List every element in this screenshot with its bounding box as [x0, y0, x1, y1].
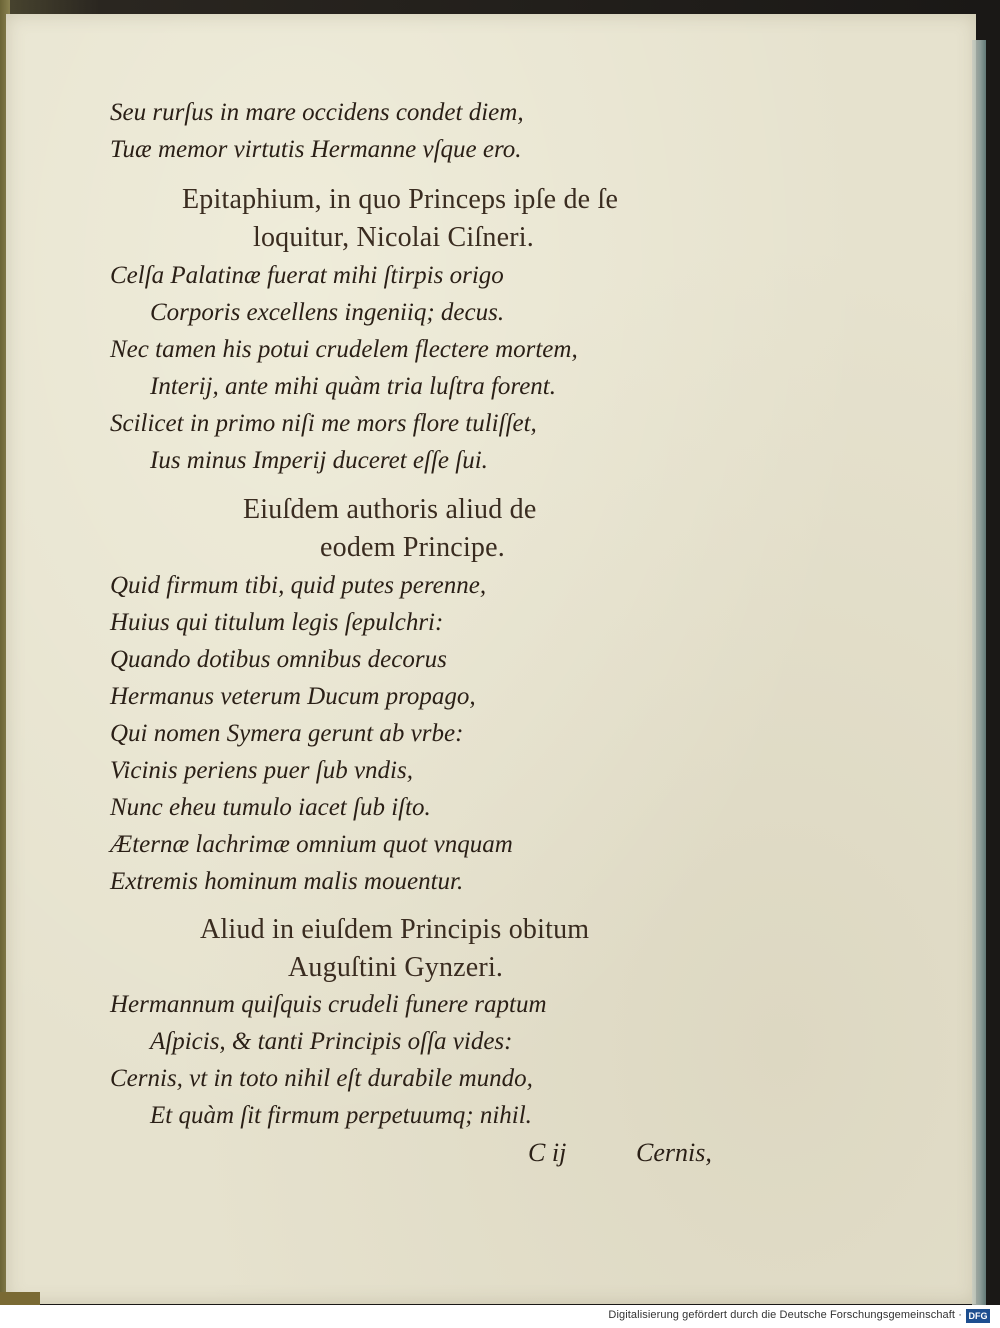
verse-line: Qui nomen Symera gerunt ab vrbe: — [110, 720, 464, 747]
verse-line: Extremis hominum malis mouentur. — [110, 868, 464, 895]
verse-line: Nunc eheu tumulo iacet ſub iſto. — [110, 794, 431, 821]
verse-line: Hermannum quiſquis crudeli funere raptum — [110, 991, 547, 1018]
scan-corner — [0, 1292, 40, 1306]
verse-line: Tuæ memor virtutis Hermanne vſque ero. — [110, 136, 522, 163]
verse-line: Aſpicis, & tanti Principis oſſa vides: — [150, 1028, 513, 1055]
verse-line: Ius minus Imperij duceret eſſe ſui. — [150, 447, 488, 474]
section-heading: Aliud in eiuſdem Principis obitum — [200, 914, 590, 945]
verse-line: Hermanus veterum Ducum propago, — [110, 683, 476, 710]
verse-line: Huius qui titulum legis ſepulchri: — [110, 609, 444, 636]
section-heading: eodem Principe. — [320, 532, 505, 563]
funding-note: Digitalisierung gefördert durch die Deutsche Forschungsgemeinschaft · — [608, 1309, 962, 1321]
verse-line: Quando dotibus omnibus decorus — [110, 646, 447, 673]
section-heading: loquitur, Nicolai Ciſneri. — [253, 222, 534, 253]
verse-line: Corporis excellens ingeniiq; decus. — [150, 299, 505, 326]
verse-line: Interij, ante mihi quàm tria luſtra forent. — [150, 373, 557, 400]
page-fore-edge — [972, 40, 986, 1305]
section-heading: Eiuſdem authoris aliud de — [243, 494, 537, 525]
verse-line: Nec tamen his potui crudelem flectere mortem, — [110, 336, 578, 363]
verse-line: Celſa Palatinæ fuerat mihi ſtirpis origo — [110, 262, 504, 289]
verse-line: Vicinis periens puer ſub vndis, — [110, 757, 413, 784]
verse-line: Seu rurſus in mare occidens condet diem, — [110, 99, 524, 126]
scan-top-edge — [0, 0, 1000, 14]
section-heading: Epitaphium, in quo Princeps ipſe de ſe — [182, 184, 619, 215]
verse-line: Et quàm ſit firmum perpetuumq; nihil. — [150, 1102, 532, 1129]
verse-line: Æternæ lachrimæ omnium quot vnquam — [110, 831, 513, 858]
section-heading: Auguſtini Gynzeri. — [288, 952, 504, 983]
signature-mark: C ij — [528, 1138, 567, 1167]
verse-line: Scilicet in primo niſi me mors flore tuliſſet, — [110, 410, 537, 437]
verse-line: Quid firmum tibi, quid putes perenne, — [110, 572, 487, 599]
verse-line: Cernis, vt in toto nihil eſt durabile mundo, — [110, 1065, 533, 1092]
dfg-logo-icon: DFG — [966, 1309, 990, 1323]
catchword: Cernis, — [636, 1138, 712, 1167]
